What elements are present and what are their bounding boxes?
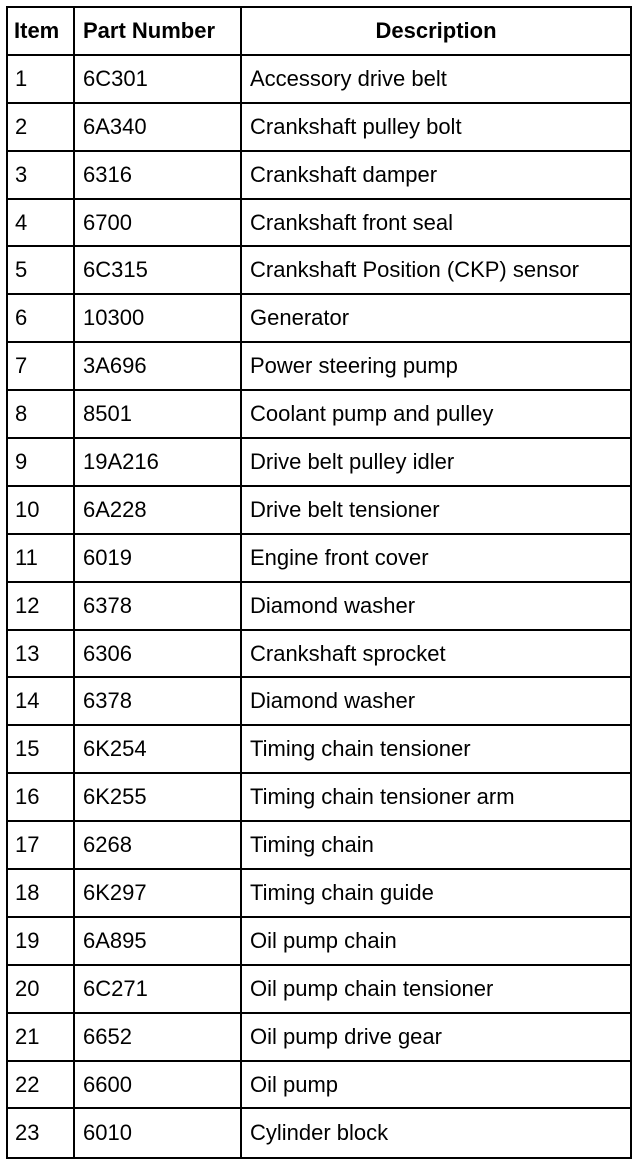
table-row bbox=[8, 822, 630, 870]
table-row bbox=[8, 391, 630, 439]
cell-item: 10 bbox=[8, 487, 75, 533]
cell-item: 3 bbox=[8, 152, 75, 198]
cell-part-number: 6C301 bbox=[75, 56, 242, 102]
cell-item: 23 bbox=[8, 1109, 75, 1157]
cell-item: 13 bbox=[8, 631, 75, 677]
cell-part-number: 6K297 bbox=[75, 870, 242, 916]
cell-description: Generator bbox=[250, 305, 350, 331]
cell-part-number: 3A696 bbox=[75, 343, 242, 389]
cell-part-number: 6268 bbox=[75, 822, 242, 868]
cell-description: Crankshaft sprocket bbox=[250, 640, 446, 666]
cell-part-number: 6K255 bbox=[75, 774, 242, 820]
cell-description: Oil pump bbox=[250, 1071, 339, 1097]
cell-item: 14 bbox=[8, 678, 75, 724]
parts-table bbox=[6, 6, 632, 1159]
cell-item: 21 bbox=[8, 1014, 75, 1060]
cell-item: 5 bbox=[8, 247, 75, 293]
table-row bbox=[8, 104, 630, 152]
cell-description: Oil pump chain bbox=[250, 927, 397, 953]
table-row bbox=[8, 200, 630, 248]
cell-part-number: 6306 bbox=[75, 631, 242, 677]
cell-part-number: 6A340 bbox=[75, 104, 242, 150]
cell-item: 12 bbox=[8, 583, 75, 629]
cell-item: 4 bbox=[8, 200, 75, 246]
table-body bbox=[8, 56, 630, 1157]
table-row bbox=[8, 631, 630, 679]
header-part-number: Part Number bbox=[75, 8, 242, 54]
cell-part-number: 6019 bbox=[75, 535, 242, 581]
table-row bbox=[8, 966, 630, 1014]
header-item: Item bbox=[8, 8, 75, 54]
cell-part-number: 6600 bbox=[75, 1062, 242, 1108]
table-row bbox=[8, 56, 630, 104]
table-row bbox=[8, 152, 630, 200]
cell-item: 15 bbox=[8, 726, 75, 772]
cell-item: 6 bbox=[8, 295, 75, 341]
cell-part-number: 6C271 bbox=[75, 966, 242, 1012]
table-row bbox=[8, 918, 630, 966]
table-row bbox=[8, 726, 630, 774]
cell-part-number: 6700 bbox=[75, 200, 242, 246]
table-row bbox=[8, 678, 630, 726]
cell-description: Timing chain tensioner arm bbox=[250, 784, 515, 810]
cell-part-number: 6378 bbox=[75, 583, 242, 629]
cell-description: Crankshaft pulley bolt bbox=[250, 113, 462, 139]
table-row bbox=[8, 1109, 630, 1157]
cell-description: Diamond washer bbox=[250, 688, 416, 714]
cell-item: 1 bbox=[8, 56, 75, 102]
cell-description: Drive belt tensioner bbox=[250, 496, 440, 522]
cell-item: 22 bbox=[8, 1062, 75, 1108]
cell-description: Timing chain guide bbox=[250, 879, 434, 905]
table-row bbox=[8, 247, 630, 295]
cell-part-number: 19A216 bbox=[75, 439, 242, 485]
cell-description: Timing chain tensioner bbox=[250, 736, 471, 762]
table-header-row bbox=[8, 8, 630, 56]
table-row bbox=[8, 343, 630, 391]
cell-part-number: 6A228 bbox=[75, 487, 242, 533]
cell-description: Accessory drive belt bbox=[250, 65, 447, 91]
cell-description: Oil pump drive gear bbox=[250, 1023, 442, 1049]
cell-item: 19 bbox=[8, 918, 75, 964]
cell-description: Oil pump chain tensioner bbox=[250, 975, 494, 1001]
table-row bbox=[8, 535, 630, 583]
header-description: Description bbox=[375, 17, 497, 43]
table-row bbox=[8, 1062, 630, 1110]
table-row bbox=[8, 583, 630, 631]
cell-item: 8 bbox=[8, 391, 75, 437]
table-row bbox=[8, 487, 630, 535]
cell-description: Crankshaft damper bbox=[250, 161, 438, 187]
cell-item: 2 bbox=[8, 104, 75, 150]
cell-description: Power steering pump bbox=[250, 353, 458, 379]
cell-item: 16 bbox=[8, 774, 75, 820]
table-row bbox=[8, 1014, 630, 1062]
table-row bbox=[8, 439, 630, 487]
cell-description: Crankshaft Position (CKP) sensor bbox=[250, 257, 579, 283]
cell-description: Engine front cover bbox=[250, 544, 429, 570]
cell-part-number: 10300 bbox=[75, 295, 242, 341]
cell-part-number: 6316 bbox=[75, 152, 242, 198]
cell-description: Timing chain bbox=[250, 832, 374, 858]
cell-part-number: 6K254 bbox=[75, 726, 242, 772]
table-row bbox=[8, 295, 630, 343]
cell-item: 9 bbox=[8, 439, 75, 485]
cell-description: Crankshaft front seal bbox=[250, 209, 453, 235]
cell-description: Drive belt pulley idler bbox=[250, 448, 455, 474]
table-row bbox=[8, 870, 630, 918]
cell-part-number: 6A895 bbox=[75, 918, 242, 964]
cell-part-number: 8501 bbox=[75, 391, 242, 437]
cell-part-number: 6C315 bbox=[75, 247, 242, 293]
cell-item: 7 bbox=[8, 343, 75, 389]
cell-part-number: 6010 bbox=[75, 1109, 242, 1157]
cell-description: Coolant pump and pulley bbox=[250, 401, 494, 427]
cell-part-number: 6378 bbox=[75, 678, 242, 724]
cell-part-number: 6652 bbox=[75, 1014, 242, 1060]
cell-description: Diamond washer bbox=[250, 592, 416, 618]
cell-item: 20 bbox=[8, 966, 75, 1012]
cell-item: 18 bbox=[8, 870, 75, 916]
cell-item: 11 bbox=[8, 535, 75, 581]
cell-item: 17 bbox=[8, 822, 75, 868]
table-row bbox=[8, 774, 630, 822]
cell-description: Cylinder block bbox=[250, 1120, 389, 1146]
